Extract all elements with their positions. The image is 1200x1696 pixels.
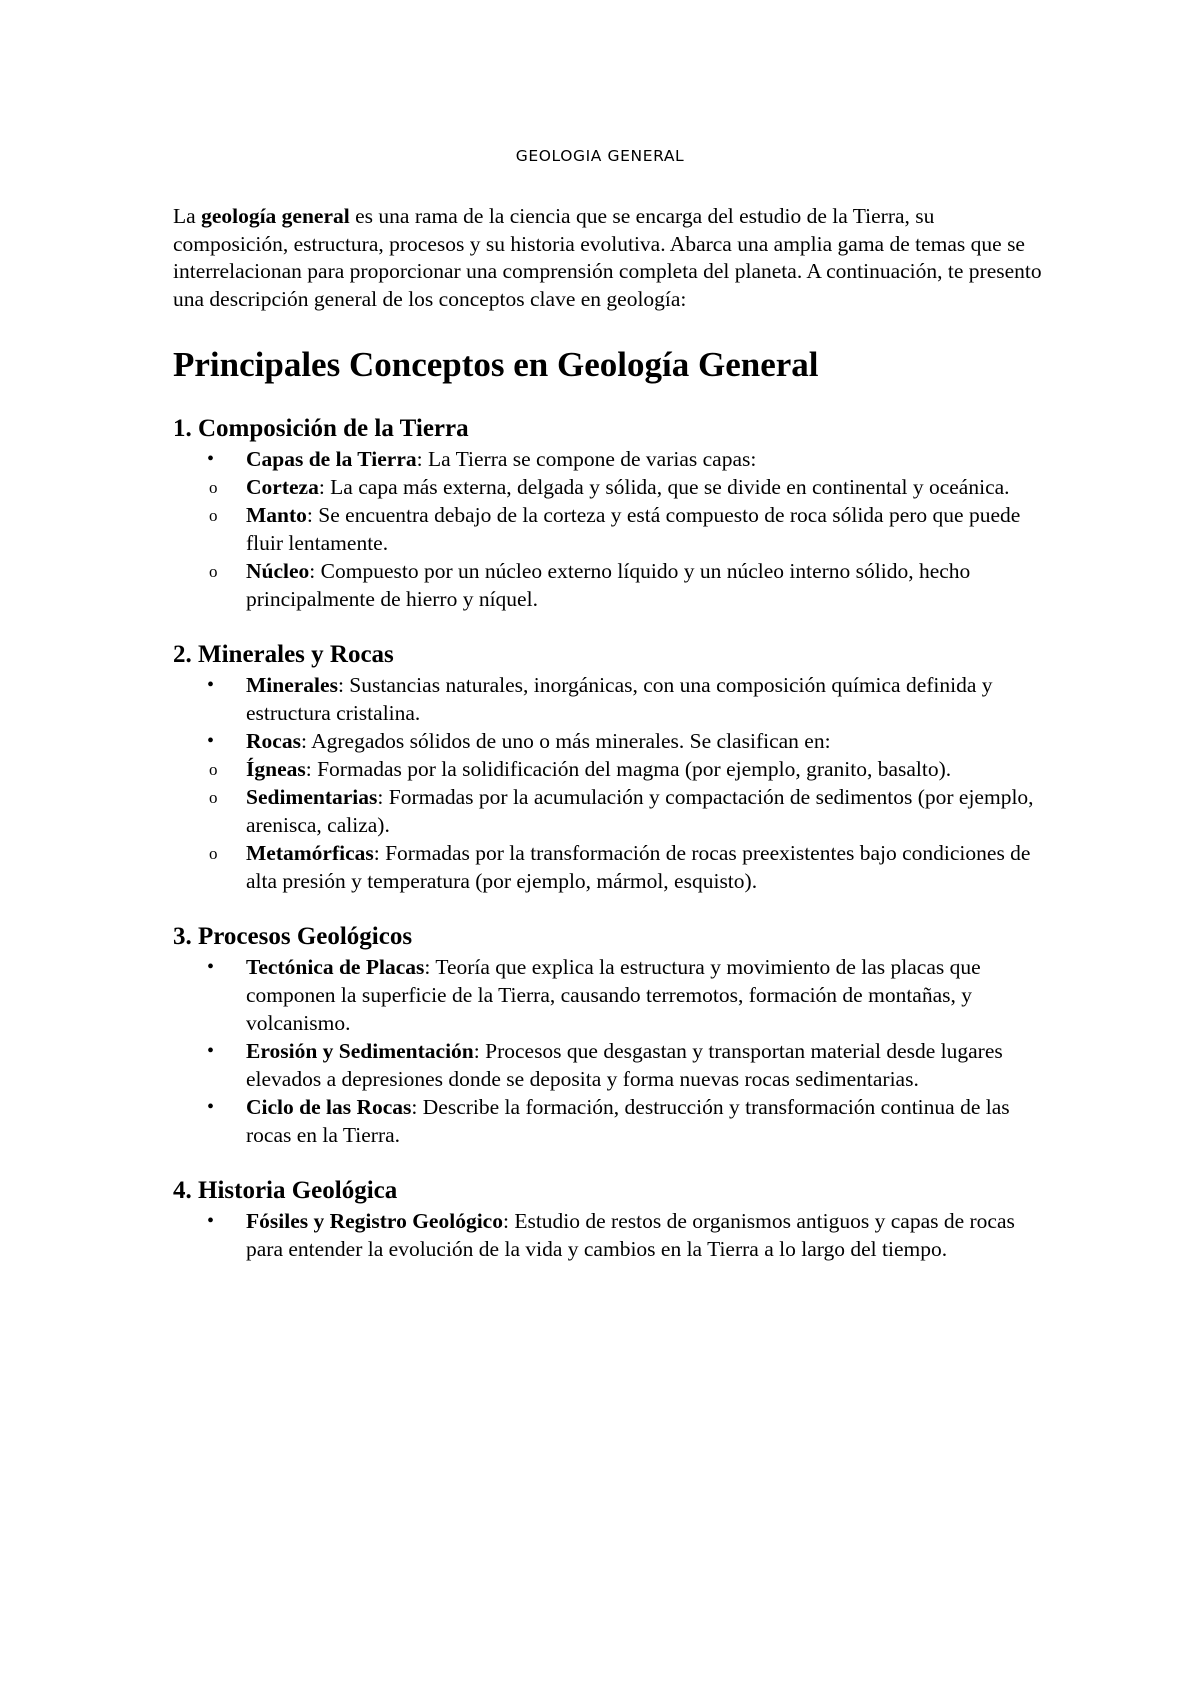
item-term: Tectónica de Placas xyxy=(246,955,425,979)
sub-item-text: : Formadas por la solidificación del magma (por ejemplo, granito, basalto). xyxy=(305,757,952,781)
bullet-list xyxy=(173,1207,1043,1263)
sub-list xyxy=(209,473,1043,613)
section-heading: 3. Procesos Geológicos xyxy=(173,923,413,950)
item-term: Fósiles y Registro Geológico xyxy=(246,1209,503,1233)
sub-list xyxy=(209,755,1043,895)
sub-item-text: : Formadas por la transformación de rocas preexistentes bajo condiciones de alta presión y temperatura (por ejemplo, mármol, esquisto). xyxy=(246,841,1031,893)
item-term: Capas de la Tierra xyxy=(246,447,417,471)
bullet-icon: • xyxy=(207,674,215,696)
sub-list-item xyxy=(209,839,1043,895)
sub-list-item xyxy=(209,783,1043,839)
section-heading: 2. Minerales y Rocas xyxy=(173,641,394,668)
item-term: Minerales xyxy=(246,673,338,697)
main-heading: Principales Conceptos en Geología General xyxy=(173,345,819,384)
bullet-icon: • xyxy=(207,730,215,752)
document-title: GEOLOGIA GENERAL xyxy=(515,147,685,165)
bullet-icon: • xyxy=(207,1040,215,1062)
circle-bullet-icon: o xyxy=(209,844,218,863)
item-term: Erosión y Sedimentación xyxy=(246,1039,474,1063)
bullet-icon: • xyxy=(207,448,215,470)
intro-text-start: La xyxy=(173,204,202,228)
list-item xyxy=(173,953,1043,1037)
sub-item-term: Corteza xyxy=(246,475,319,499)
bullet-icon: • xyxy=(207,956,215,978)
sub-list-item xyxy=(209,557,1043,613)
item-text: : Teoría que explica la estructura y movimiento de las placas que componen la superficie de la Tierra, causando terremotos, formación de montañas, y volcanismo. xyxy=(246,955,981,1035)
circle-bullet-icon: o xyxy=(209,760,218,779)
document-body xyxy=(173,203,1043,1263)
sections-container xyxy=(173,413,1043,1263)
item-text: : Describe la formación, destrucción y transformación continua de las rocas en la Tierra. xyxy=(246,1095,1010,1147)
circle-bullet-icon: o xyxy=(209,478,218,497)
circle-bullet-icon: o xyxy=(209,788,218,807)
circle-bullet-icon: o xyxy=(209,506,218,525)
list-item xyxy=(173,1207,1043,1263)
bullet-icon: • xyxy=(207,1096,215,1118)
intro-paragraph xyxy=(173,203,1043,313)
sub-item-text: : Compuesto por un núcleo externo líquido y un núcleo interno sólido, hecho principalmente de hierro y níquel. xyxy=(246,559,971,611)
sub-item-term: Manto xyxy=(246,503,307,527)
sub-item-term: Ígneas xyxy=(246,757,306,781)
item-text: : Procesos que desgastan y transportan material desde lugares elevados a depresiones donde se deposita y forma nuevas rocas sedimentarias. xyxy=(246,1039,1003,1091)
circle-bullet-icon: o xyxy=(209,562,218,581)
section xyxy=(173,1175,1043,1263)
intro-bold-term: geología general xyxy=(201,204,350,228)
item-term: Ciclo de las Rocas xyxy=(246,1095,412,1119)
list-item xyxy=(173,1093,1043,1149)
list-item xyxy=(173,1037,1043,1093)
section xyxy=(173,921,1043,1149)
sub-item-text: : La capa más externa, delgada y sólida, que se divide en continental y oceánica. xyxy=(318,475,1010,499)
sub-list-item xyxy=(209,755,1043,783)
sub-item-text: : Formadas por la acumulación y compactación de sedimentos (por ejemplo, arenisca, caliza). xyxy=(246,785,1034,837)
sub-list-item xyxy=(209,473,1043,501)
sub-item-term: Núcleo xyxy=(246,559,310,583)
sub-item-term: Metamórficas xyxy=(246,841,374,865)
section xyxy=(173,413,1043,613)
sub-item-term: Sedimentarias xyxy=(246,785,378,809)
list-item xyxy=(173,671,1043,727)
item-text: : Estudio de restos de organismos antiguos y capas de rocas para entender la evolución de la vida y cambios en la Tierra a lo largo del tiempo. xyxy=(246,1209,1015,1261)
bullet-list xyxy=(173,953,1043,1149)
item-text: : Agregados sólidos de uno o más minerales. Se clasifican en: xyxy=(300,729,831,753)
section-heading: 1. Composición de la Tierra xyxy=(173,415,469,442)
section xyxy=(173,639,1043,895)
item-text: : Sustancias naturales, inorgánicas, con una composición química definida y estructura cristalina. xyxy=(246,673,993,725)
item-text: : La Tierra se compone de varias capas: xyxy=(416,447,757,471)
sub-item-text: : Se encuentra debajo de la corteza y está compuesto de roca sólida pero que puede fluir lentamente. xyxy=(246,503,1021,555)
sub-list-item xyxy=(209,501,1043,557)
bullet-icon: • xyxy=(207,1210,215,1232)
list-item xyxy=(173,445,1043,613)
bullet-list xyxy=(173,671,1043,895)
intro-text-rest: es una rama de la ciencia que se encarga del estudio de la Tierra, su composición, estructura, procesos y su historia evolutiva. Abarca una amplia gama de temas que se interrelacionan para proporcionar una comprensión completa del planeta. A continuación, te presento una descripción general de los conceptos clave en geología: xyxy=(173,204,1042,311)
list-item xyxy=(173,727,1043,895)
bullet-list xyxy=(173,445,1043,613)
item-term: Rocas xyxy=(246,729,301,753)
section-heading: 4. Historia Geológica xyxy=(173,1177,398,1204)
